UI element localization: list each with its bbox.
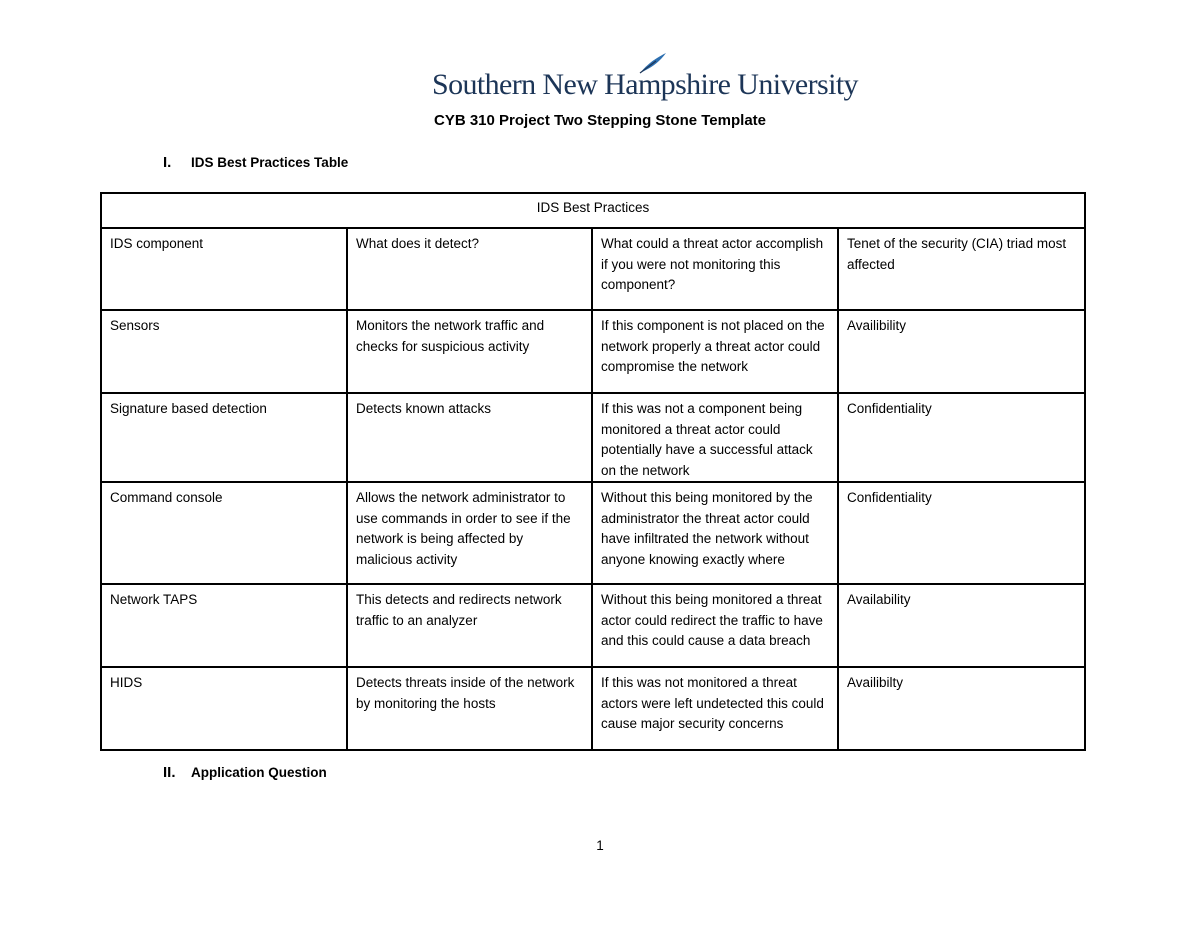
table-cell: Without this being monitored by the administrator the threat actor could have infiltrated the network without anyone knowing exactly where: [592, 482, 838, 584]
section-heading-ids: [163, 154, 348, 171]
document-title: CYB 310 Project Two Stepping Stone Template: [434, 112, 766, 129]
table-cell: Sensors: [101, 310, 347, 393]
table-cell: Availability: [838, 584, 1085, 667]
section-number: II.: [163, 764, 176, 781]
table-row: [101, 667, 1085, 750]
university-logo: [432, 52, 858, 104]
table-cell: Detects known attacks: [347, 393, 592, 482]
column-header: IDS component: [101, 228, 347, 310]
table-row: [101, 310, 1085, 393]
table-cell: Command console: [101, 482, 347, 584]
table-cell: HIDS: [101, 667, 347, 750]
table-cell: Allows the network administrator to use commands in order to see if the network is being affected by malicious activity: [347, 482, 592, 584]
table-header-row: [101, 228, 1085, 310]
table-row: [101, 393, 1085, 482]
table-caption: IDS Best Practices: [101, 193, 1085, 228]
table-cell: Availibilty: [838, 667, 1085, 750]
table-cell: If this component is not placed on the network properly a threat actor could compromise the network: [592, 310, 838, 393]
ids-best-practices-table: [100, 192, 1086, 751]
table-cell: If this was not a component being monitored a threat actor could potentially have a successful attack on the network: [592, 393, 838, 482]
table-cell: Confidentiality: [838, 393, 1085, 482]
table-row: [101, 482, 1085, 584]
table-cell: This detects and redirects network traffic to an analyzer: [347, 584, 592, 667]
column-header: Tenet of the security (CIA) triad most affected: [838, 228, 1085, 310]
table-cell: Availibility: [838, 310, 1085, 393]
column-header: What does it detect?: [347, 228, 592, 310]
table-cell: Detects threats inside of the network by monitoring the hosts: [347, 667, 592, 750]
page-number: 1: [596, 838, 604, 853]
section-title: IDS Best Practices Table: [191, 155, 349, 170]
table-cell: Monitors the network traffic and checks for suspicious activity: [347, 310, 592, 393]
section-number: I.: [163, 154, 172, 171]
table-cell: If this was not monitored a threat actors were left undetected this could cause major security concerns: [592, 667, 838, 750]
university-name: Southern New Hampshire University: [432, 68, 858, 101]
table-cell: Network TAPS: [101, 584, 347, 667]
section-title: Application Question: [191, 765, 327, 780]
table-cell: Signature based detection: [101, 393, 347, 482]
section-heading-application: [163, 764, 327, 781]
table-cell: Confidentiality: [838, 482, 1085, 584]
table-row: [101, 584, 1085, 667]
table-cell: Without this being monitored a threat actor could redirect the traffic to have and this could cause a data breach: [592, 584, 838, 667]
column-header: What could a threat actor accomplish if you were not monitoring this component?: [592, 228, 838, 310]
